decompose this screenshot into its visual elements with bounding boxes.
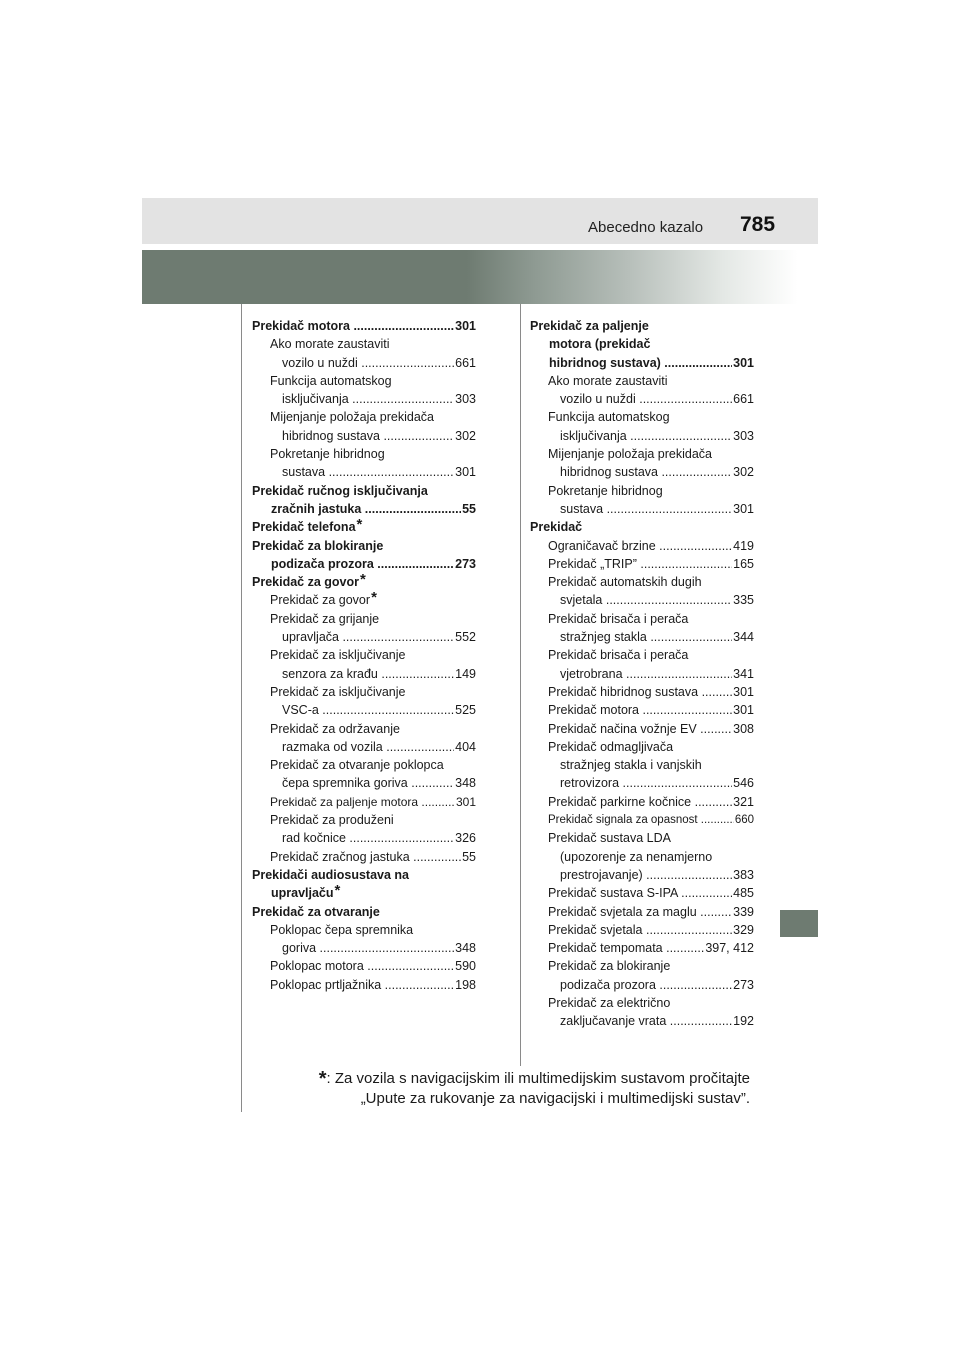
index-subentry: Prekidač za govor*: [270, 589, 377, 608]
index-subentry: stražnjeg stakla i vanjskih: [560, 758, 702, 773]
index-subentry: Prekidač brisača i perača: [548, 611, 689, 626]
index-subentry: čepa spremnika goriva ..... 348: [252, 774, 476, 792]
footnote-star: *: [334, 882, 341, 900]
index-subentry: Ako morate zaustaviti: [270, 337, 390, 352]
footnote-star: *: [318, 1068, 327, 1090]
index-subentry: Prekidač za električno: [548, 995, 671, 1010]
index-subentry: Poklopac prtljažnika ..... 198: [252, 976, 476, 994]
index-entry: Prekidači audiosustava na: [252, 867, 410, 882]
index-subentry: Poklopac čepa spremnika: [270, 922, 414, 937]
index-subentry: retrovizora ..... 546: [530, 774, 754, 792]
index-subentry: Prekidač motora ..... 301: [530, 701, 754, 719]
footnote-star: *: [371, 589, 377, 607]
section-title: Abecedno kazalo: [588, 219, 704, 236]
index-subentry: Prekidač za održavanje: [270, 721, 400, 736]
index-subentry: (upozorenje za nenamjerno: [560, 849, 713, 864]
index-subentry: Prekidač za grijanje: [270, 611, 380, 626]
index-subentry: VSC-a ..... 525: [252, 701, 476, 719]
index-subentry: Mijenjanje položaja prekidača: [270, 410, 434, 425]
index-subentry: Poklopac motora ..... 590: [252, 957, 476, 975]
column-divider: [520, 304, 521, 1066]
index-column-left: [252, 317, 476, 994]
index-subentry: Prekidač svjetala ..... 329: [530, 921, 754, 939]
header-gradient-band: [142, 250, 818, 304]
index-subentry: podizača prozora ..... 273: [530, 976, 754, 994]
index-entry: Prekidač za govor*: [252, 571, 366, 590]
index-entry-continued: hibridnog sustava) ..... 301: [530, 354, 754, 372]
index-entry-continued: zračnih jastuka ..... 55: [252, 500, 476, 518]
index-subentry: Prekidač signala za opasnost ..... 660: [530, 811, 754, 829]
index-subentry: Prekidač za isključivanje: [270, 648, 406, 663]
index-subentry: hibridnog sustava ..... 302: [530, 463, 754, 481]
index-entry: Prekidač za blokiranje: [252, 538, 384, 553]
index-entry: Prekidač motora ..... 301: [252, 317, 476, 335]
index-subentry: Prekidač za isključivanje: [270, 684, 406, 699]
index-subentry: sustava ..... 301: [530, 500, 754, 518]
index-entry-continued: podizača prozora ..... 273: [252, 555, 476, 573]
index-subentry: vjetrobrana ..... 341: [530, 665, 754, 683]
chapter-thumb-tab: [780, 910, 818, 937]
index-subentry: Prekidač automatskih dugih: [548, 575, 702, 590]
index-column-right: [530, 317, 754, 1031]
index-subentry: isključivanja ..... 303: [530, 427, 754, 445]
index-subentry: vozilo u nuždi ..... 661: [252, 354, 476, 372]
footnote-line-1: *: Za vozila s navigacijskim ili multimedijskim sustavom pročitajte: [318, 1068, 750, 1090]
page-number: 785: [740, 213, 776, 236]
index-subentry: Prekidač brisača i perača: [548, 648, 689, 663]
index-subentry: rad kočnice ..... 326: [252, 829, 476, 847]
index-subentry: Pokretanje hibridnog: [270, 447, 385, 462]
index-subentry: razmaka od vozila ..... 404: [252, 738, 476, 756]
left-margin-rule: [241, 304, 242, 1112]
index-subentry: Prekidač parkirne kočnice ..... 321: [530, 793, 754, 811]
index-entry-continued: upravljaču*: [271, 882, 341, 901]
index-entry: Prekidač za otvaranje: [252, 904, 380, 919]
index-entry: Prekidač telefona*: [252, 516, 363, 535]
index-subentry: Funkcija automatskog: [270, 373, 392, 388]
index-subentry: Funkcija automatskog: [548, 410, 670, 425]
index-subentry: Prekidač svjetala za maglu ..... 339: [530, 903, 754, 921]
index-entry: Prekidač: [530, 520, 583, 535]
header-box: [142, 198, 818, 244]
index-subentry: Prekidač sustava S-IPA ..... 485: [530, 884, 754, 902]
index-subentry: Prekidač za blokiranje: [548, 959, 671, 974]
index-entry: Prekidač za paljenje: [530, 319, 649, 333]
index-subentry: Prekidač za paljenje motora ..... 301: [252, 793, 476, 811]
index-subentry: prestrojavanje) ..... 383: [530, 866, 754, 884]
index-subentry: Prekidač zračnog jastuka ..... 55: [252, 848, 476, 866]
index-subentry: stražnjeg stakla ..... 344: [530, 628, 754, 646]
footnote-star: *: [360, 571, 366, 589]
index-entry: Prekidač ručnog isključivanja: [252, 483, 428, 498]
index-subentry: Prekidač „TRIP” ..... 165: [530, 555, 754, 573]
index-subentry: Pokretanje hibridnog: [548, 483, 663, 498]
index-subentry: Mijenjanje položaja prekidača: [548, 447, 712, 462]
index-subentry: vozilo u nuždi ..... 661: [530, 390, 754, 408]
footnote-star: *: [356, 516, 363, 534]
index-subentry: Prekidač hibridnog sustava ..... 301: [530, 683, 754, 701]
index-subentry: Prekidač za produženi: [270, 813, 394, 828]
index-subentry: hibridnog sustava ..... 302: [252, 427, 476, 445]
index-subentry: zaključavanje vrata ..... 192: [530, 1012, 754, 1030]
index-subentry: Prekidač sustava LDA: [548, 831, 671, 846]
index-subentry: Prekidač tempomata ..... 397, 412: [530, 939, 754, 957]
index-entry-continued: motora (prekidač: [549, 337, 651, 352]
index-subentry: goriva ..... 348: [252, 939, 476, 957]
index-subentry: Prekidač načina vožnje EV ..... 308: [530, 720, 754, 738]
index-subentry: Ograničavač brzine ..... 419: [530, 537, 754, 555]
index-subentry: Prekidač odmagljivača: [548, 739, 674, 754]
index-subentry: senzora za krađu ..... 149: [252, 665, 476, 683]
index-subentry: sustava ..... 301: [252, 463, 476, 481]
footnote-line-2: „Upute za rukovanje za navigacijski i multimedijski sustav”.: [360, 1090, 750, 1107]
index-subentry: isključivanja ..... 303: [252, 390, 476, 408]
index-subentry: svjetala ..... 335: [530, 591, 754, 609]
index-subentry: Ako morate zaustaviti: [548, 373, 668, 388]
index-subentry: upravljača ..... 552: [252, 628, 476, 646]
index-subentry: Prekidač za otvaranje poklopca: [270, 758, 444, 773]
